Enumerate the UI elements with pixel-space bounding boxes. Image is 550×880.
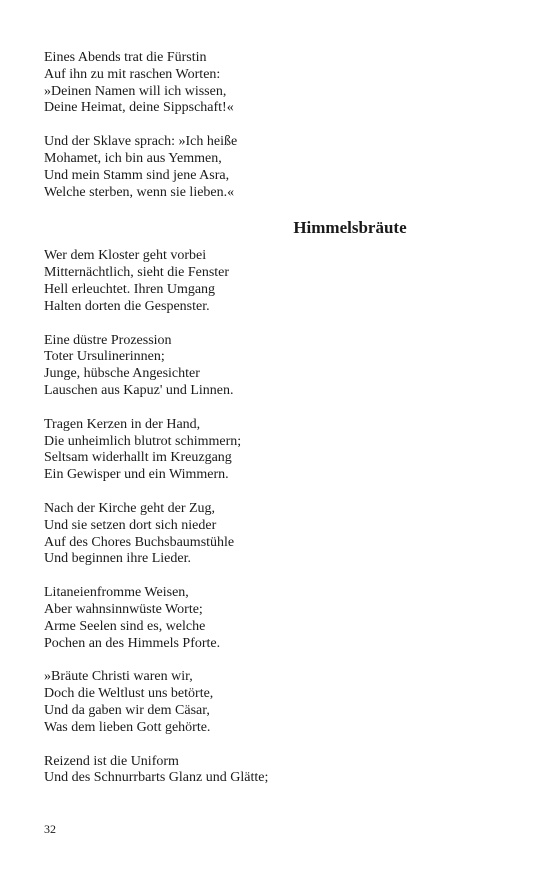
verse-line: Und sie setzen dort sich nieder <box>44 517 217 533</box>
verse-line: Was dem lieben Gott gehörte. <box>44 719 211 735</box>
verse-line: Und der Sklave sprach: »Ich heiße <box>44 134 238 150</box>
verse-line: Mitternächtlich, sieht die Fenster <box>44 265 230 281</box>
stanza <box>44 417 514 484</box>
verse-line: Und beginnen ihre Lieder. <box>44 551 191 567</box>
verse-line: Hell erleuchtet. Ihren Umgang <box>44 281 216 297</box>
verse-line: Seltsam widerhallt im Kreuzgang <box>44 450 232 466</box>
stanzas-himmelsbraeute <box>44 248 514 787</box>
verse-line: Litaneienfromme Weisen, <box>44 585 189 601</box>
verse-line: Tragen Kerzen in der Hand, <box>44 416 201 432</box>
verse-line: Eines Abends trat die Fürstin <box>44 50 207 65</box>
verse-line: »Bräute Christi waren wir, <box>44 669 193 685</box>
verse-line: Welche sterben, wenn sie lieben.« <box>44 184 235 200</box>
page-number: 32 <box>44 822 56 836</box>
verse-line: Ein Gewisper und ein Wimmern. <box>44 467 229 483</box>
verse-line: Und des Schnurrbarts Glanz und Glätte; <box>44 770 269 786</box>
stanza <box>44 501 514 568</box>
verse-line: Pochen an des Himmels Pforte. <box>44 635 221 651</box>
stanza <box>44 50 514 117</box>
stanzas-previous-poem <box>44 50 514 201</box>
verse-line: Nach der Kirche geht der Zug, <box>44 500 216 516</box>
verse-line: Halten dorten die Gespenster. <box>44 298 210 314</box>
verse-line: Deine Heimat, deine Sippschaft!« <box>44 100 234 116</box>
verse-line: Wer dem Kloster geht vorbei <box>44 248 207 264</box>
poem-text <box>44 50 514 804</box>
verse-line: Auf des Chores Buchsbaumstühle <box>44 534 235 550</box>
verse-line: Reizend ist die Uniform <box>44 753 179 769</box>
stanza <box>44 585 514 652</box>
verse-line: »Deinen Namen will ich wissen, <box>44 83 227 99</box>
verse-line: Aber wahnsinnwüste Worte; <box>44 601 203 617</box>
verse-line: Mohamet, ich bin aus Yemmen, <box>44 150 222 166</box>
verse-line: Auf ihn zu mit raschen Worten: <box>44 66 221 82</box>
verse-line: Lauschen aus Kapuz' und Linnen. <box>44 382 234 398</box>
verse-line: Und mein Stamm sind jene Asra, <box>44 167 230 183</box>
stanza <box>44 669 514 736</box>
stanza <box>44 754 514 788</box>
verse-line: Toter Ursulinerinnen; <box>44 349 165 365</box>
stanza <box>44 333 514 400</box>
stanza <box>44 134 514 201</box>
verse-line: Und da gaben wir dem Cäsar, <box>44 702 210 718</box>
verse-line: Eine düstre Prozession <box>44 332 172 348</box>
verse-line: Junge, hübsche Angesichter <box>44 366 200 382</box>
verse-line: Arme Seelen sind es, welche <box>44 618 206 634</box>
verse-line: Doch die Weltlust uns betörte, <box>44 686 214 702</box>
stanza <box>44 248 514 315</box>
verse-line: Die unheimlich blutrot schimmern; <box>44 433 242 449</box>
poem-title: Himmelsbräute <box>293 218 407 238</box>
